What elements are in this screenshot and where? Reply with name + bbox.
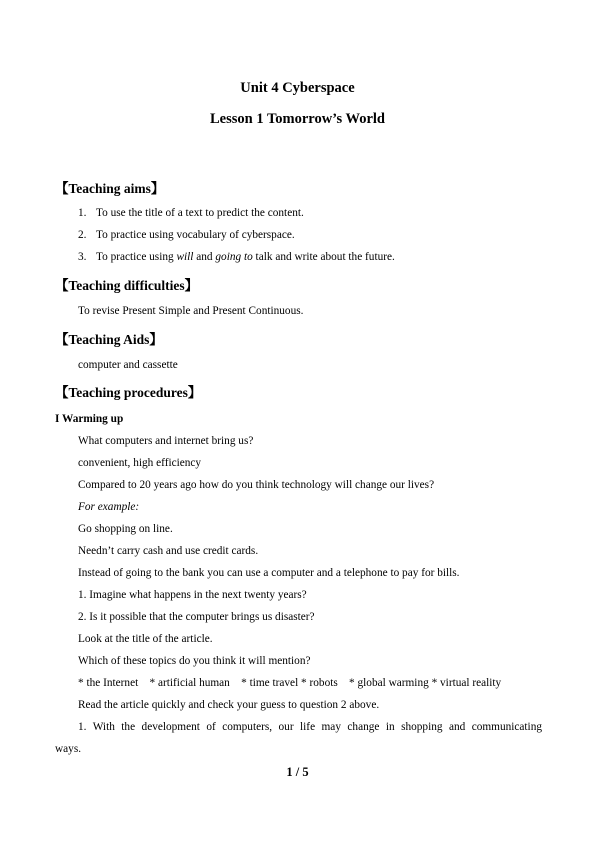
aim-emphasis-going-to: going to <box>215 251 253 263</box>
warming-line: What computers and internet bring us? <box>78 435 254 447</box>
for-example-label: For example: <box>78 501 140 513</box>
teaching-aids-heading: 【Teaching Aids】 <box>55 332 163 347</box>
page-number: 1 / 5 <box>286 765 309 779</box>
warming-line: Look at the title of the article. <box>78 633 213 645</box>
teaching-aims-heading: 【Teaching aims】 <box>55 181 165 196</box>
aids-text: computer and cassette <box>78 359 178 371</box>
warming-question: 1. Imagine what happens in the next twenty years? <box>78 589 307 601</box>
warming-line: convenient, high efficiency <box>78 457 202 469</box>
warming-question: 2. Is it possible that the computer brings us disaster? <box>78 611 315 623</box>
aim-item <box>96 251 395 263</box>
aim-item: To use the title of a text to predict the content. <box>96 207 304 219</box>
unit-title: Unit 4 Cyberspace <box>240 80 355 96</box>
warming-line: Read the article quickly and check your guess to question 2 above. <box>78 699 380 711</box>
aim-text-part: To practice using <box>96 251 177 263</box>
aim-number: 2. <box>78 229 87 241</box>
lesson-title: Lesson 1 Tomorrow’s World <box>210 111 385 127</box>
topics-list: * the Internet * artificial human * time travel * robots * global warming * virtual reality <box>78 677 502 689</box>
aim-emphasis-will: will <box>176 251 194 263</box>
teaching-procedures-heading: 【Teaching procedures】 <box>55 385 202 400</box>
aim-text-part: talk and write about the future. <box>252 251 395 263</box>
aim-text-part: and <box>193 251 216 263</box>
aim-number: 1. <box>78 207 87 219</box>
warming-line: Instead of going to the bank you can use a computer and a telephone to pay for bills. <box>78 567 460 579</box>
warming-line: Needn’t carry cash and use credit cards. <box>78 545 259 557</box>
warming-line: Go shopping on line. <box>78 523 173 535</box>
answer-line: 1. With the development of computers, our life may change in shopping and communicating <box>78 721 542 733</box>
warming-line: Compared to 20 years ago how do you think technology will change our lives? <box>78 479 435 491</box>
teaching-difficulties-heading: 【Teaching difficulties】 <box>55 278 199 293</box>
aim-number: 3. <box>78 251 87 263</box>
difficulties-text: To revise Present Simple and Present Continuous. <box>78 305 304 317</box>
warming-up-heading: I Warming up <box>55 413 124 425</box>
answer-line-continued: ways. <box>55 743 82 755</box>
aim-item: To practice using vocabulary of cyberspace. <box>96 229 295 241</box>
warming-line: Which of these topics do you think it will mention? <box>78 655 311 667</box>
